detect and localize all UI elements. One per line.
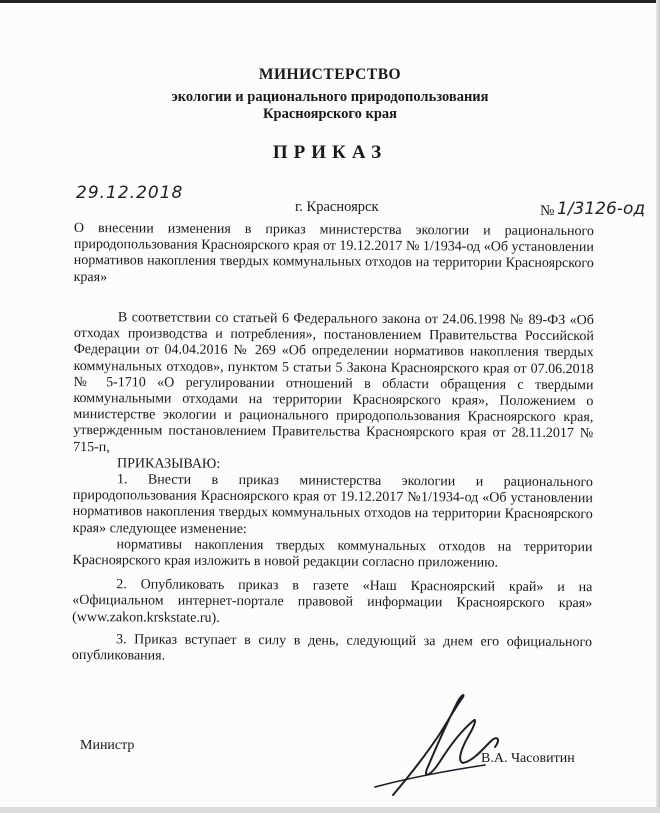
item-1-sub: нормативы накопления твердых коммунальных отходов на территории Красноярского края изложить в новой редакции согласно приложению. bbox=[72, 537, 593, 571]
header-ministry: МИНИСТЕРСТВО bbox=[258, 66, 402, 83]
handwritten-signature bbox=[365, 683, 535, 803]
preamble-text: В соответствии со статьей 6 Федерального закона от 24.06.1998 № 89-ФЗ «Об отходах производства и потребления», постановлением Правительства Российской Федерации от 04.04.2016 № 269 «Об определении нормативов накопления твердых коммунальных отходов», пунктом 5 статьи 5 Закона Красноярского края от 07.06.2018 № 5-1710 «О регулировании отношений в области обращения с твердыми коммунальными отходами на территории Красноярского края», Положением о министерстве экологии и рационального природопользования Красноярского края, утвержденным постановлением Правительства Красноярского края от 28.11.2017 № 715-п, bbox=[73, 310, 594, 455]
order-subject bbox=[74, 221, 594, 289]
order-body bbox=[72, 310, 594, 667]
document-title: ПРИКАЗ bbox=[272, 142, 388, 163]
header-region: Красноярского края bbox=[263, 106, 397, 122]
scan-edge-right bbox=[656, 0, 660, 813]
item-2: 2. Опубликовать приказ в газете «Наш Красноярский край» и на «Официальном интернет-портале правовой информации Красноярского края» (www.zakon.krskstate.ru). bbox=[72, 577, 593, 626]
signatory-name: В.А. Часовитин bbox=[481, 751, 575, 766]
city-name: г. Красноярск bbox=[295, 199, 379, 215]
subject-text: О внесении изменения в приказ министерства экологии и рационального природопользования Красноярского края от 19.12.2017 № 1/1934-од «Об установлении нормативов накопления твердых коммунальных отходов на территории Красноярского края» bbox=[73, 221, 594, 285]
signatory-title: Министр bbox=[80, 738, 135, 753]
order-word: ПРИКАЗЫВАЮ: bbox=[117, 456, 221, 472]
scan-edge-top bbox=[0, 0, 660, 3]
item-1: 1. Внести в приказ министерства экологии и рационального природопользования Красноярского края от 19.12.2017 №1/1934-од «Об установлении нормативов накопления твердых коммунальных отходов на территории Красноярского края» следующее изменение: bbox=[72, 472, 594, 537]
item-3: 3. Приказ вступает в силу в день, следующий за днем его официального опубликования. bbox=[71, 632, 593, 664]
handwritten-number: 1/3126-од bbox=[557, 199, 646, 219]
scan-edge-bottom bbox=[0, 807, 660, 813]
handwritten-date: 29.12.2018 bbox=[76, 183, 184, 203]
number-sign: № bbox=[540, 203, 555, 219]
header-ministry-scope: экологии и рационального природопользования bbox=[171, 89, 489, 105]
